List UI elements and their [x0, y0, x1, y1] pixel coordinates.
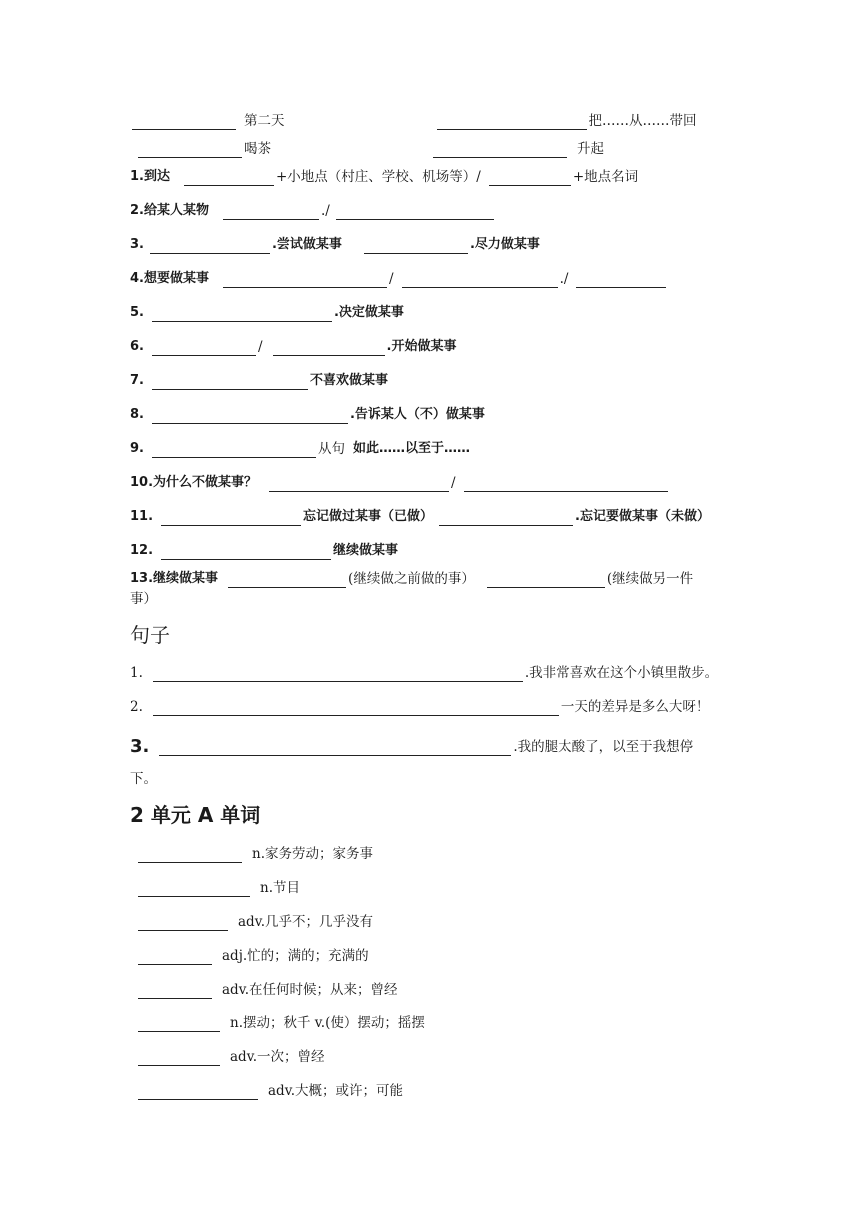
separator: / [389, 271, 394, 287]
sentence-text: .我的腿太酸了，以至于我想停 [513, 739, 694, 755]
item-text: +地点名词 [572, 169, 639, 185]
item-number: 7. [130, 373, 144, 388]
item-label: 到达 [143, 169, 170, 184]
word-row [136, 947, 369, 965]
answer-blank[interactable] [138, 143, 242, 158]
phrase-row-2 [136, 140, 604, 158]
word-definition: n.家务劳动；家务事 [252, 846, 373, 862]
item-number: 1. [130, 169, 144, 184]
item-13-continued: 事） [130, 591, 157, 607]
answer-blank[interactable] [273, 341, 385, 356]
section-heading-sentences: 句子 [130, 623, 170, 647]
item-number: 11. [130, 509, 154, 524]
answer-blank[interactable] [161, 545, 331, 560]
word-row [136, 845, 373, 863]
item-1 [130, 168, 638, 186]
item-7 [130, 372, 388, 390]
item-number: 4. [130, 271, 144, 286]
answer-blank[interactable] [153, 667, 523, 682]
answer-blank[interactable] [153, 701, 559, 716]
sentence-number: 1. [130, 665, 143, 681]
item-number: 3. [130, 237, 144, 252]
answer-blank[interactable] [150, 239, 270, 254]
answer-blank[interactable] [138, 848, 242, 863]
word-definition: n.摆动；秋千 v.(使）摆动；摇摆 [230, 1015, 425, 1031]
item-text: 忘记做过某事（已做） [303, 509, 434, 524]
item-text: 从句 [317, 441, 345, 457]
answer-blank[interactable] [228, 573, 346, 588]
answer-blank[interactable] [223, 273, 387, 288]
answer-blank[interactable] [433, 143, 567, 158]
sentence-2 [130, 698, 709, 716]
word-definition: adv.大概；或许；可能 [268, 1083, 404, 1099]
item-text: .尝试做某事 [271, 237, 342, 252]
item-6 [130, 338, 457, 356]
item-number: 12. [130, 543, 154, 558]
word-row [136, 1048, 325, 1066]
word-row [136, 1014, 425, 1032]
sentence-3 [130, 738, 693, 756]
answer-blank[interactable] [489, 171, 571, 186]
answer-blank[interactable] [161, 511, 301, 526]
answer-blank[interactable] [336, 205, 494, 220]
phrase-label: 升起 [577, 141, 604, 157]
item-number: 9. [130, 441, 144, 456]
answer-blank[interactable] [138, 1051, 220, 1066]
separator: / [451, 475, 456, 491]
sentence-3-continued: 下。 [130, 771, 157, 787]
item-text: .忘记要做某事（未做） [575, 509, 710, 524]
item-10 [130, 474, 670, 492]
item-3 [130, 236, 540, 254]
item-number: 2. [130, 203, 144, 218]
item-number: 10. [130, 475, 154, 490]
answer-blank[interactable] [138, 916, 228, 931]
item-number: 13. [130, 571, 154, 586]
item-label: 想要做某事 [143, 271, 209, 286]
word-row [136, 981, 398, 999]
item-text: (继续做另一件 [606, 571, 694, 587]
item-8 [130, 406, 485, 424]
answer-blank[interactable] [152, 375, 308, 390]
word-row [136, 913, 373, 931]
item-5 [130, 304, 404, 322]
word-row [136, 879, 300, 897]
answer-blank[interactable] [464, 477, 668, 492]
answer-blank[interactable] [402, 273, 558, 288]
item-number: 6. [130, 339, 144, 354]
phrase-label: 把……从……带回 [588, 113, 697, 129]
item-label: 为什么不做某事？ [153, 475, 258, 490]
answer-blank[interactable] [152, 409, 348, 424]
answer-blank[interactable] [437, 115, 587, 130]
separator: ./ [559, 271, 569, 287]
answer-blank[interactable] [364, 239, 468, 254]
word-definition: adv.在任何时候；从来；曾经 [222, 982, 398, 998]
phrase-row-1 [130, 112, 697, 130]
answer-blank[interactable] [138, 1017, 220, 1032]
section-heading-unit2: 2 单元 A 单词 [130, 803, 261, 827]
item-12 [130, 542, 398, 560]
item-4 [130, 270, 668, 288]
item-13 [130, 570, 693, 588]
item-text: .开始做某事 [386, 339, 457, 354]
answer-blank[interactable] [152, 443, 316, 458]
answer-blank[interactable] [132, 115, 236, 130]
answer-blank[interactable] [138, 950, 212, 965]
answer-blank[interactable] [138, 1085, 258, 1100]
item-label: 给某人某物 [143, 203, 209, 218]
answer-blank[interactable] [487, 573, 605, 588]
answer-blank[interactable] [223, 205, 319, 220]
sentence-text: .我非常喜欢在这个小镇里散步。 [524, 665, 719, 681]
answer-blank[interactable] [138, 882, 250, 897]
item-11 [130, 508, 710, 526]
answer-blank[interactable] [138, 984, 212, 999]
answer-blank[interactable] [184, 171, 274, 186]
item-text: (继续做之前做的事） [348, 571, 475, 587]
item-text: +小地点（村庄、学校、机场等）/ [276, 169, 481, 185]
word-definition: adv.几乎不；几乎没有 [238, 914, 374, 930]
phrase-label: 第二天 [244, 113, 285, 129]
word-definition: n.节目 [260, 880, 300, 896]
item-9 [130, 440, 470, 458]
word-row [136, 1082, 403, 1100]
item-2 [130, 202, 496, 220]
answer-blank[interactable] [159, 741, 511, 756]
sentence-text: 一天的差异是多么大呀！ [560, 699, 710, 715]
answer-blank[interactable] [576, 273, 666, 288]
phrase-label: 喝茶 [244, 141, 271, 157]
sentence-number: 3. [130, 736, 150, 757]
item-text: 不喜欢做某事 [309, 373, 388, 388]
sentence-1 [130, 664, 718, 682]
item-text: 如此……以至于…… [352, 441, 470, 456]
word-definition: adj.忙的；满的；充满的 [222, 948, 369, 964]
separator: ./ [321, 203, 330, 219]
answer-blank[interactable] [269, 477, 449, 492]
separator: / [257, 339, 263, 355]
item-label: 继续做某事 [153, 571, 219, 586]
answer-blank[interactable] [152, 307, 332, 322]
item-text: .决定做某事 [333, 305, 404, 320]
answer-blank[interactable] [439, 511, 573, 526]
item-text: .尽力做某事 [469, 237, 540, 252]
answer-blank[interactable] [152, 341, 256, 356]
sentence-number: 2. [130, 699, 143, 715]
item-text: 继续做某事 [333, 543, 399, 558]
item-number: 8. [130, 407, 144, 422]
item-text: .告诉某人（不）做某事 [349, 407, 485, 422]
item-number: 5. [130, 305, 144, 320]
word-definition: adv.一次；曾经 [230, 1049, 325, 1065]
